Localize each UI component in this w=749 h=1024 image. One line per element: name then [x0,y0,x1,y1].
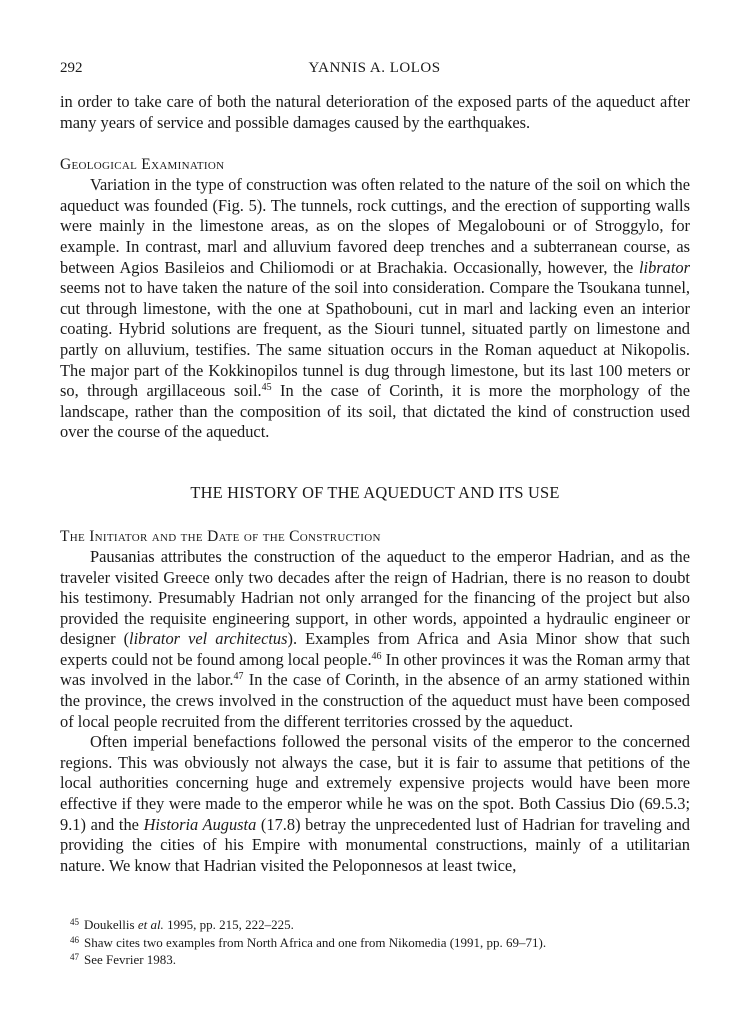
running-header [60,60,689,82]
footnote: $^{46}$ Shaw cites two examples from North Africa and one from Nikomedia (1991, pp. 69–71). [70,934,547,950]
geology-paragraph: Variation in the type of construction was often related to the nature of the soil on which the aqueduct was founded (Fig. 5). The tunnels, rock cuttings, and the erection of supporting walls were mainly in the limestone areas, as on the slopes of Megalobouni or of Stroggylo, for example. In contrast, marl and alluvium favored deep trenches and a subterranean course, as between Agios Basileios and Chiliomodi or at Brachakia. Occasionally, however, the librator seems not to have taken the nature of the soil into consideration. Compare the Tsoukana tunnel, cut through limestone, with the one at Spathobouni, cut in marl and lacking even an interior coating. Hybrid solutions are frequent, as the Siouri tunnel, situated partly on limestone and partly on alluvium, testifies. The same situation occurs in the Roman aqueduct at Nikopolis. The major part of the Kokkinopilos tunnel is dug through limestone, but its last 100 meters or so, through argillaceous soil.$^{45}$ In the case of Corinth, it is more the morphology of the landscape, rather than the composition of its soil, that dictated the kind of construction used over the course of the aqueduct. [60,175,690,442]
footnote: $^{47}$ See Fevrier 1983. [70,952,177,967]
footnote-ref-47[interactable]: 47 [233,671,244,683]
initiator-heading: The Initiator and the Date of the Construction [60,527,381,545]
footnote-ref-45[interactable]: 45 [261,382,272,394]
running-author: YANNIS A. LOLOS [308,60,441,76]
footnote-ref-46[interactable]: 46 [371,650,382,662]
section-heading: THE HISTORY OF THE AQUEDUCT AND ITS USE [190,482,560,502]
main-text [60,92,690,876]
initiator-paragraph: Pausanias attributes the construction of the aqueduct to the emperor Hadrian, and as the traveler visited Greece only two decades after the reign of Hadrian, there is no reason to doubt his testimony. Presumably Hadrian not only arranged for the financing of the project but also provided the requisite engineering support, in other words, appointed a hydraulic engineer or designer (librator vel architectus). Examples from Africa and Asia Minor show that such experts could not be found among local people.$^{46}$ In other provinces it was the Roman army that was involved in the labor.$^{47}$ In the case of Corinth, in the absence of an army stationed within the province, the crews involved in the construction of the aqueduct must have been composed of local people recruited from the different territories crossed by the aqueduct. [60,546,690,731]
benefactions-paragraph: Often imperial benefactions followed the personal visits of the emperor to the concerned regions. This was obviously not always the case, but it is fair to assume that petitions of the local authorities concerning huge and extremely expensive projects would have been more effective if they were made to the emperor while he was on the spot. Both Cassius Dio (69.5.3; 9.1) and the Historia Augusta (17.8) betray the unprecedented lust of Hadrian for traveling and providing the cities of his Empire with monumental constructions, mainly of a utilitarian nature. We know that Hadrian visited the Peloponnesos at least twice, [60,732,690,875]
intro-paragraph: in order to take care of both the natural deterioration of the exposed parts of the aqueduct after many years of service and possible damages caused by the earthquakes. [60,92,690,132]
footnote: $^{45}$ Doukellis et al. 1995, pp. 215, 222–225. [70,917,294,932]
page-number: 292 [60,60,83,76]
footnotes [60,916,690,969]
geological-examination-heading: Geological Examination [60,156,225,174]
